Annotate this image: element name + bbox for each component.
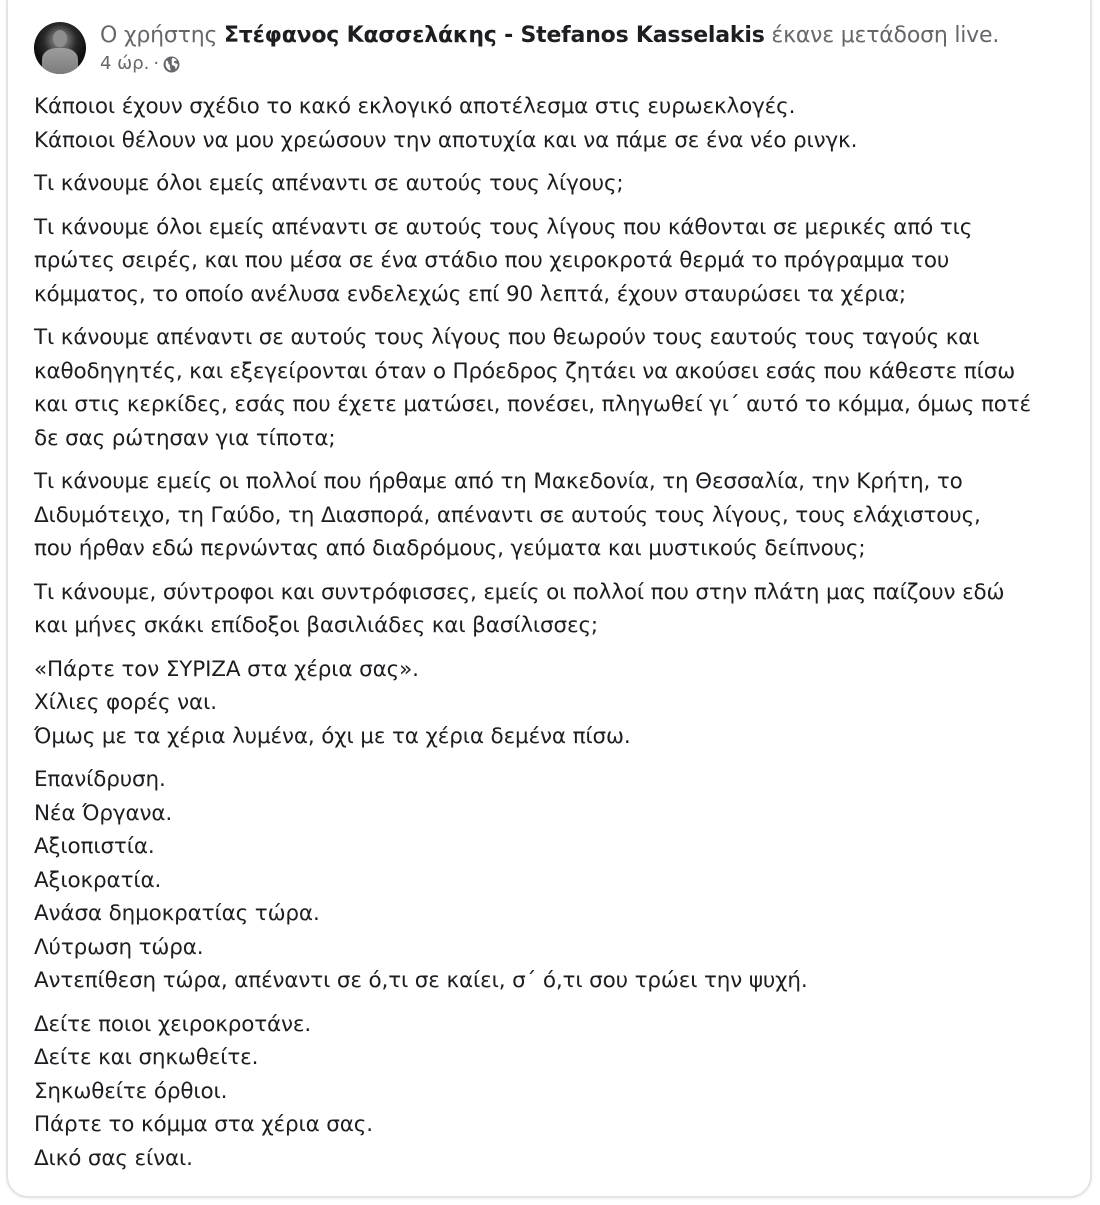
post-body-text bbox=[34, 90, 1064, 1185]
post-paragraph bbox=[34, 576, 1064, 643]
text-line: κόμματος, το οποίο ανέλυσα ενδελεχώς επί 90 λεπτά, έχουν σταυρώσει τα χέρια; bbox=[34, 281, 906, 307]
text-line: Αξιοπιστία. bbox=[34, 834, 155, 859]
text-line: Δείτε και σηκωθείτε. bbox=[34, 1045, 259, 1070]
text-line: Χίλιες φορές ναι. bbox=[34, 690, 217, 715]
avatar-body-shape bbox=[42, 48, 78, 74]
text-line: δε σας ρώτησαν για τίποτα; bbox=[34, 425, 336, 451]
meta-separator: · bbox=[153, 53, 160, 74]
author-line bbox=[100, 22, 999, 50]
text-line: και μήνες σκάκι επίδοξοι βασιλιάδες και βασίλισσες; bbox=[34, 613, 599, 638]
text-line: Αξιοκρατία. bbox=[34, 867, 162, 893]
post-paragraph bbox=[34, 167, 1064, 201]
post-paragraph bbox=[34, 465, 1064, 566]
text-line: Κάποιοι θέλουν να μου χρεώσουν την αποτυχία και να πάμε σε ένα νέο ρινγκ. bbox=[34, 127, 858, 153]
text-line: Πάρτε το κόμμα στα χέρια σας. bbox=[34, 1112, 373, 1137]
text-line: Κάποιοι έχουν σχέδιο το κακό εκλογικό αποτέλεσμα στις ευρωεκλογές. bbox=[34, 94, 796, 119]
post-header bbox=[34, 22, 999, 76]
text-line: Τι κάνουμε όλοι εμείς απέναντι σε αυτούς τους λίγους που κάθονται σε μερικές από τις bbox=[34, 214, 973, 240]
post-paragraph bbox=[34, 211, 1064, 312]
text-line: Δείτε ποιοι χειροκροτάνε. bbox=[34, 1011, 312, 1037]
author-avatar[interactable] bbox=[34, 22, 86, 74]
text-line: Τι κάνουμε όλοι εμείς απέναντι σε αυτούς τους λίγους; bbox=[34, 171, 624, 196]
author-action: έκανε μετάδοση live. bbox=[764, 23, 1000, 48]
author-prefix: Ο χρήστης bbox=[100, 23, 224, 48]
text-line: πρώτες σειρές, και που μέσα σε ένα στάδιο που χειροκροτά θερμά το πρόγραμμα του bbox=[34, 248, 950, 273]
text-line: Αντεπίθεση τώρα, απέναντι σε ό,τι σε καίει, σ΄ ό,τι σου τρώει την ψυχή. bbox=[34, 968, 808, 993]
text-line: καθοδηγητές, και εξεγείρονται όταν ο Πρόεδρος ζητάει να ακούσει εσάς που κάθεστε πίσω bbox=[34, 358, 1016, 384]
avatar-head-shape bbox=[53, 30, 67, 47]
text-line: Δικό σας είναι. bbox=[34, 1145, 193, 1171]
text-line: Ανάσα δημοκρατίας τώρα. bbox=[34, 901, 320, 926]
author-name-link[interactable]: Στέφανος Κασσελάκης - Stefanos Kasselakis bbox=[223, 23, 765, 48]
text-line: «Πάρτε τον ΣΥΡΙΖΑ στα χέρια σας». bbox=[34, 656, 419, 682]
text-line: Τι κάνουμε απέναντι σε αυτούς τους λίγους που θεωρούν τους εαυτούς τους ταγούς και bbox=[34, 325, 980, 350]
text-line: Λύτρωση τώρα. bbox=[34, 934, 204, 960]
post-paragraph bbox=[34, 653, 1064, 754]
post-paragraph bbox=[34, 1008, 1064, 1176]
post-paragraph bbox=[34, 763, 1064, 998]
text-line: Όμως με τα χέρια λυμένα, όχι με τα χέρια δεμένα πίσω. bbox=[34, 723, 631, 749]
text-line: Σηκωθείτε όρθιοι. bbox=[34, 1078, 228, 1104]
text-line: Επανίδρυση. bbox=[34, 767, 166, 792]
text-line: Διδυμότειχο, τη Γαύδο, τη Διασπορά, απέναντι σε αυτούς τους λίγους, τους ελάχιστους, bbox=[34, 502, 981, 528]
post-meta bbox=[100, 52, 999, 76]
text-line: Τι κάνουμε, σύντροφοι και συντρόφισσες, εμείς οι πολλοί που στην πλάτη μας παίζουν εδώ bbox=[34, 579, 1005, 605]
text-line: και στις κερκίδες, εσάς που έχετε ματώσει, πονέσει, πληγωθεί γι΄ αυτό το κόμμα, όμως ποτέ bbox=[34, 392, 1032, 417]
text-line: Τι κάνουμε εμείς οι πολλοί που ήρθαμε από τη Μακεδονία, τη Θεσσαλία, την Κρήτη, το bbox=[34, 469, 963, 494]
post-timestamp[interactable]: 4 ώρ. bbox=[100, 53, 150, 74]
text-line: Νέα Όργανα. bbox=[34, 800, 173, 826]
text-line: που ήρθαν εδώ περνώντας από διαδρόμους, γεύματα και μυστικούς δείπνους; bbox=[34, 536, 866, 561]
header-text bbox=[100, 22, 999, 76]
post-paragraph bbox=[34, 90, 1064, 157]
globe-icon[interactable] bbox=[163, 56, 180, 73]
post-paragraph bbox=[34, 321, 1064, 455]
